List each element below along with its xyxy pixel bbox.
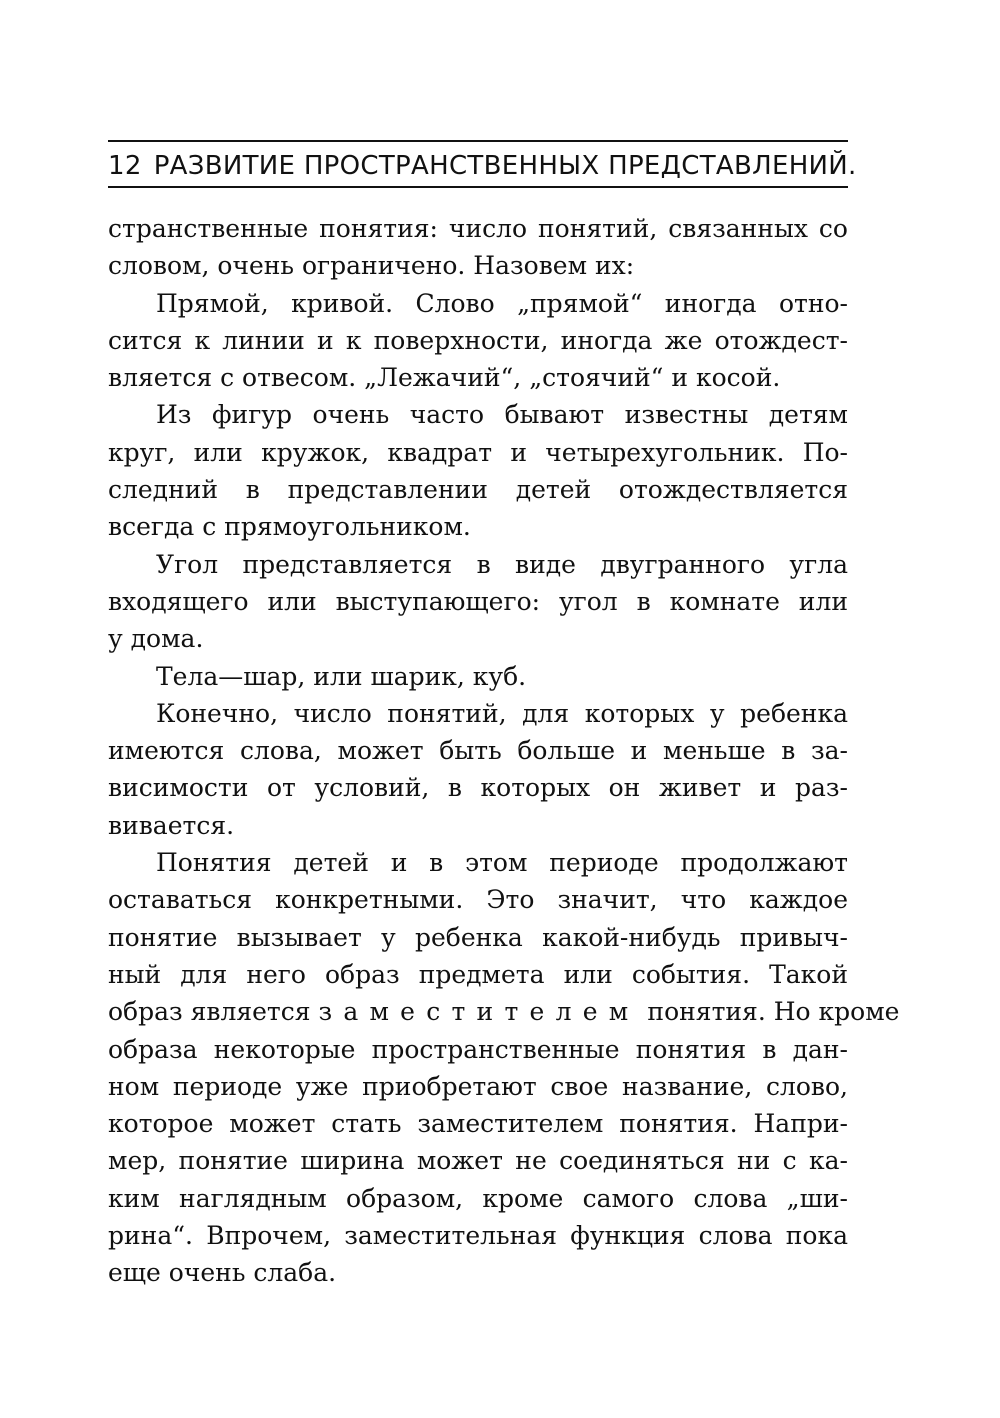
text-line: Угол представляется в виде двугранного угла bbox=[156, 549, 848, 579]
text-line: странственные понятия: число понятий, связанных со bbox=[108, 214, 848, 243]
header-text bbox=[108, 148, 857, 184]
text-line: круг, или кружок, квадрат и четырехугольник. По- bbox=[108, 437, 848, 467]
text-line: входящего или выступающего: угол в комнате или bbox=[108, 586, 848, 616]
header-rule-top bbox=[108, 140, 848, 142]
text-line: Из фигур очень часто бывают известны детям bbox=[156, 400, 848, 430]
text-line: следний в представлении детей отождествляется bbox=[108, 475, 848, 505]
text-line: ном периоде уже приобретают свое название, слово, bbox=[108, 1071, 848, 1101]
text-line: мер, понятие ширина может не соединяться ни с ка- bbox=[108, 1146, 848, 1176]
text-line: Конечно, число понятий, для которых у ребенка bbox=[156, 698, 848, 728]
text-line: рина“. Впрочем, заместительная функция слова пока bbox=[108, 1221, 848, 1251]
text-line: Прямой, кривой. Слово „прямой“ иногда отно- bbox=[156, 288, 848, 318]
text-line: Тела—шар, или шарик, куб. bbox=[156, 661, 527, 691]
body-text bbox=[108, 210, 900, 1292]
text-line bbox=[108, 993, 900, 1030]
spaced-emphasis: заместителем bbox=[318, 997, 640, 1027]
text-line: висимости от условий, в которых он живет и раз- bbox=[108, 773, 848, 803]
text-line: словом, очень ограничено. Назовем их: bbox=[108, 251, 635, 281]
text-line: оставаться конкретными. Это значит, что каждое bbox=[108, 885, 848, 915]
text-line: вивается. bbox=[108, 810, 235, 840]
text-line: сится к линии и к поверхности, иногда же отождест- bbox=[108, 325, 848, 355]
running-title: РАЗВИТИЕ ПРОСТРАНСТВЕННЫХ ПРЕДСТАВЛЕНИЙ. bbox=[153, 151, 857, 181]
text-line: понятие вызывает у ребенка какой-нибудь привыч- bbox=[108, 922, 848, 952]
text-line: вляется с отвесом. „Лежачий“, „стоячий“ и косой. bbox=[108, 363, 781, 393]
text-line: имеются слова, может быть больше и меньше в за- bbox=[108, 736, 848, 766]
text-line: ким наглядным образом, кроме самого слова „ши- bbox=[108, 1183, 848, 1213]
text-line: Понятия детей и в этом периоде продолжают bbox=[156, 848, 848, 878]
text-segment: понятия. Но кроме bbox=[639, 997, 900, 1027]
header-rule-bottom bbox=[108, 186, 848, 188]
text-line: у дома. bbox=[108, 624, 204, 654]
page-number: 12 bbox=[108, 151, 142, 181]
running-header bbox=[108, 140, 857, 188]
text-line: которое может стать заместителем понятия. Напри- bbox=[108, 1109, 848, 1139]
text-line: всегда с прямоугольником. bbox=[108, 512, 471, 542]
text-line: еще очень слаба. bbox=[108, 1258, 337, 1288]
text-line: ный для него образ предмета или события. Такой bbox=[108, 959, 848, 989]
text-line: образа некоторые пространственные понятия в дан- bbox=[108, 1034, 848, 1064]
text-segment: образ является bbox=[108, 997, 319, 1027]
